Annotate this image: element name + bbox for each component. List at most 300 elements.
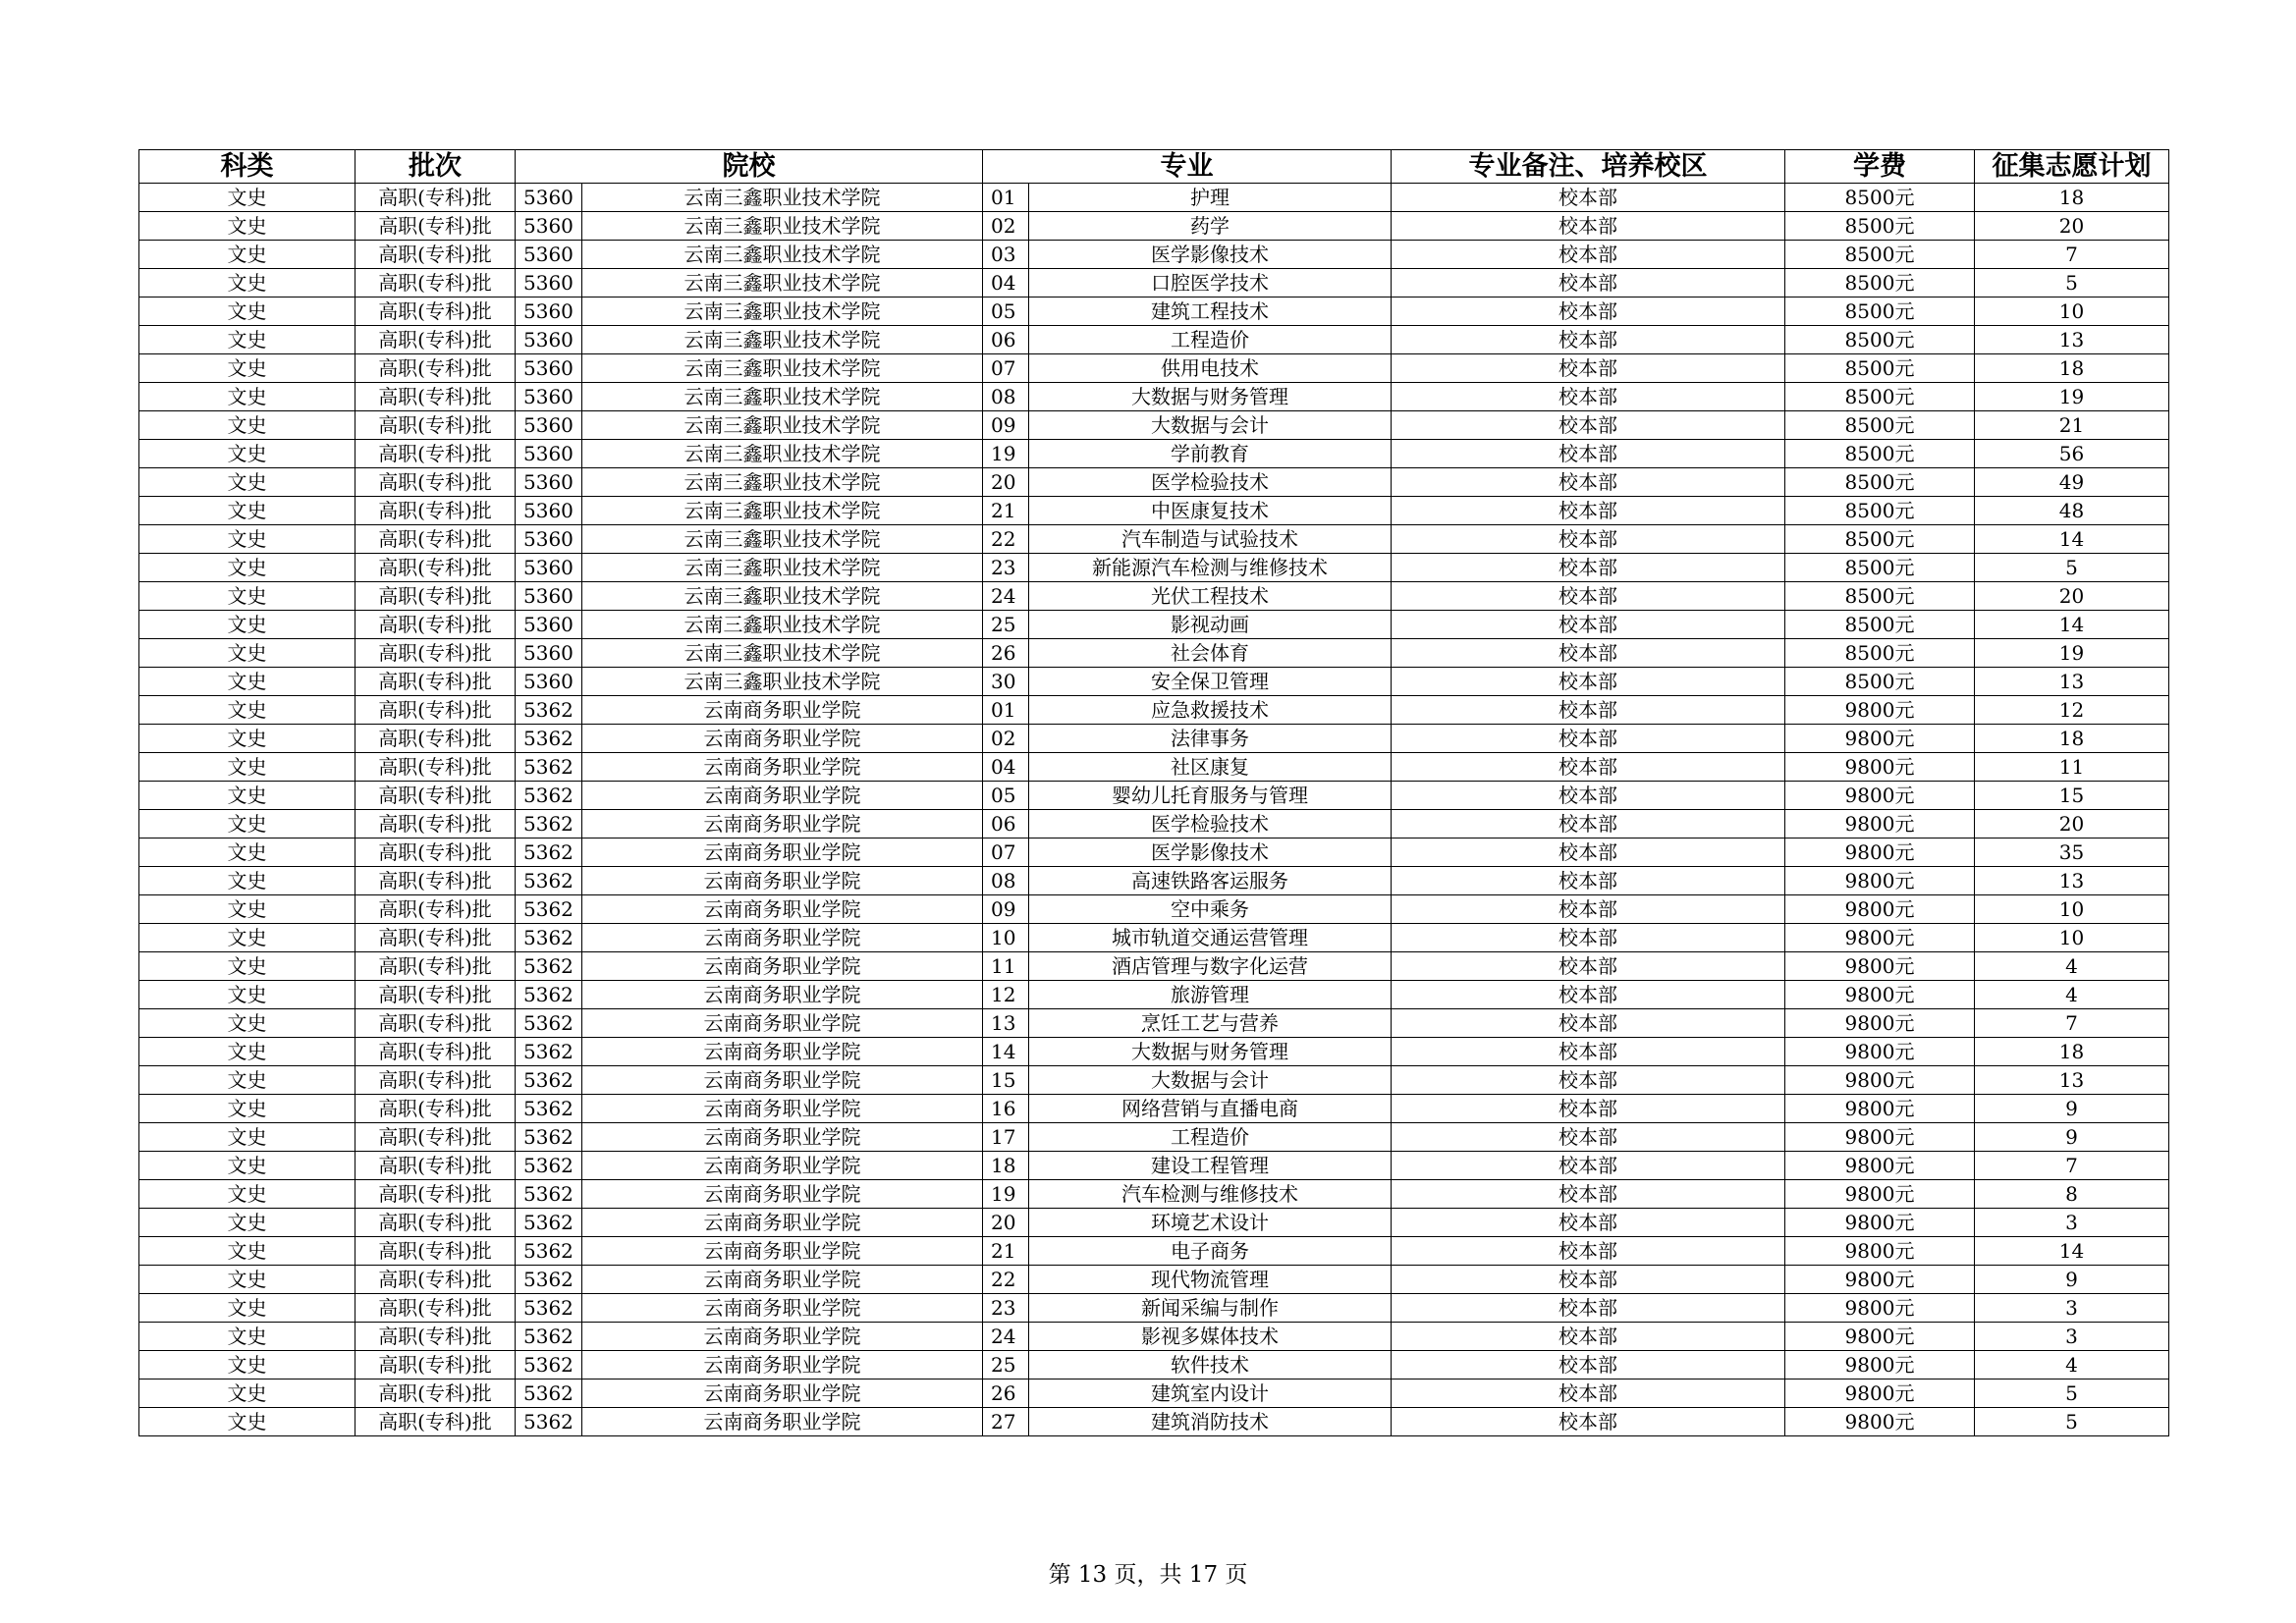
cell-batch: 高职(专科)批 xyxy=(355,1380,516,1408)
table-row xyxy=(139,468,2169,497)
cell-school-code: 5362 xyxy=(516,867,582,895)
table-row xyxy=(139,924,2169,952)
cell-school-code: 5362 xyxy=(516,924,582,952)
cell-school-name: 云南三鑫职业技术学院 xyxy=(582,411,983,440)
cell-plan: 4 xyxy=(1975,952,2169,981)
cell-major-code: 23 xyxy=(983,554,1029,582)
table-row xyxy=(139,1152,2169,1180)
table-row xyxy=(139,639,2169,668)
cell-school-name: 云南商务职业学院 xyxy=(582,867,983,895)
cell-batch: 高职(专科)批 xyxy=(355,326,516,354)
cell-note: 校本部 xyxy=(1392,525,1785,554)
cell-major-code: 23 xyxy=(983,1294,1029,1323)
cell-major-name: 医学检验技术 xyxy=(1029,468,1392,497)
cell-category: 文史 xyxy=(139,782,355,810)
cell-major-name: 影视多媒体技术 xyxy=(1029,1323,1392,1351)
cell-note: 校本部 xyxy=(1392,895,1785,924)
table-row xyxy=(139,1180,2169,1209)
header-batch: 批次 xyxy=(355,150,516,184)
cell-category: 文史 xyxy=(139,725,355,753)
table-row xyxy=(139,269,2169,298)
cell-note: 校本部 xyxy=(1392,981,1785,1009)
cell-major-code: 04 xyxy=(983,269,1029,298)
table-row xyxy=(139,696,2169,725)
cell-note: 校本部 xyxy=(1392,639,1785,668)
table-row xyxy=(139,298,2169,326)
cell-plan: 9 xyxy=(1975,1123,2169,1152)
table-row xyxy=(139,1380,2169,1408)
table-row xyxy=(139,1351,2169,1380)
cell-major-code: 02 xyxy=(983,212,1029,241)
table-row xyxy=(139,1266,2169,1294)
cell-plan: 5 xyxy=(1975,269,2169,298)
cell-school-code: 5362 xyxy=(516,753,582,782)
cell-fee: 8500元 xyxy=(1785,269,1975,298)
table-row xyxy=(139,184,2169,212)
cell-major-code: 24 xyxy=(983,582,1029,611)
table-row xyxy=(139,895,2169,924)
cell-batch: 高职(专科)批 xyxy=(355,782,516,810)
table-row xyxy=(139,1408,2169,1436)
cell-batch: 高职(专科)批 xyxy=(355,839,516,867)
cell-category: 文史 xyxy=(139,497,355,525)
cell-fee: 9800元 xyxy=(1785,1009,1975,1038)
cell-note: 校本部 xyxy=(1392,1351,1785,1380)
cell-plan: 20 xyxy=(1975,810,2169,839)
cell-category: 文史 xyxy=(139,298,355,326)
cell-school-code: 5360 xyxy=(516,468,582,497)
cell-note: 校本部 xyxy=(1392,582,1785,611)
cell-batch: 高职(专科)批 xyxy=(355,1180,516,1209)
table-row xyxy=(139,440,2169,468)
cell-school-name: 云南商务职业学院 xyxy=(582,782,983,810)
cell-major-name: 建筑工程技术 xyxy=(1029,298,1392,326)
cell-plan: 3 xyxy=(1975,1294,2169,1323)
table-row xyxy=(139,383,2169,411)
cell-category: 文史 xyxy=(139,468,355,497)
cell-plan: 9 xyxy=(1975,1266,2169,1294)
table-row xyxy=(139,326,2169,354)
cell-major-name: 婴幼儿托育服务与管理 xyxy=(1029,782,1392,810)
cell-school-code: 5360 xyxy=(516,326,582,354)
cell-batch: 高职(专科)批 xyxy=(355,753,516,782)
cell-category: 文史 xyxy=(139,1266,355,1294)
table-row xyxy=(139,1009,2169,1038)
cell-batch: 高职(专科)批 xyxy=(355,1152,516,1180)
cell-fee: 9800元 xyxy=(1785,1095,1975,1123)
cell-fee: 9800元 xyxy=(1785,1066,1975,1095)
cell-note: 校本部 xyxy=(1392,1066,1785,1095)
cell-school-name: 云南商务职业学院 xyxy=(582,1380,983,1408)
cell-major-code: 06 xyxy=(983,326,1029,354)
table-row xyxy=(139,753,2169,782)
cell-batch: 高职(专科)批 xyxy=(355,212,516,241)
cell-fee: 9800元 xyxy=(1785,1408,1975,1436)
cell-school-name: 云南商务职业学院 xyxy=(582,1294,983,1323)
cell-plan: 5 xyxy=(1975,1408,2169,1436)
cell-note: 校本部 xyxy=(1392,1266,1785,1294)
cell-category: 文史 xyxy=(139,611,355,639)
cell-fee: 9800元 xyxy=(1785,810,1975,839)
cell-plan: 14 xyxy=(1975,611,2169,639)
table-row xyxy=(139,611,2169,639)
cell-category: 文史 xyxy=(139,554,355,582)
cell-note: 校本部 xyxy=(1392,1380,1785,1408)
cell-major-code: 06 xyxy=(983,810,1029,839)
cell-batch: 高职(专科)批 xyxy=(355,497,516,525)
cell-major-name: 大数据与财务管理 xyxy=(1029,383,1392,411)
cell-fee: 9800元 xyxy=(1785,1237,1975,1266)
cell-fee: 8500元 xyxy=(1785,468,1975,497)
cell-note: 校本部 xyxy=(1392,952,1785,981)
cell-school-name: 云南三鑫职业技术学院 xyxy=(582,383,983,411)
cell-note: 校本部 xyxy=(1392,839,1785,867)
table-row xyxy=(139,1323,2169,1351)
cell-category: 文史 xyxy=(139,639,355,668)
cell-fee: 8500元 xyxy=(1785,497,1975,525)
cell-major-code: 21 xyxy=(983,1237,1029,1266)
cell-note: 校本部 xyxy=(1392,1038,1785,1066)
table-row xyxy=(139,668,2169,696)
cell-note: 校本部 xyxy=(1392,1009,1785,1038)
cell-school-code: 5362 xyxy=(516,1408,582,1436)
cell-school-name: 云南三鑫职业技术学院 xyxy=(582,241,983,269)
cell-plan: 7 xyxy=(1975,241,2169,269)
cell-school-name: 云南商务职业学院 xyxy=(582,810,983,839)
cell-fee: 9800元 xyxy=(1785,1152,1975,1180)
table-row xyxy=(139,1095,2169,1123)
cell-school-name: 云南商务职业学院 xyxy=(582,952,983,981)
cell-major-code: 13 xyxy=(983,1009,1029,1038)
cell-school-code: 5362 xyxy=(516,1209,582,1237)
cell-plan: 4 xyxy=(1975,1351,2169,1380)
table-row xyxy=(139,354,2169,383)
cell-school-code: 5362 xyxy=(516,1152,582,1180)
cell-school-code: 5362 xyxy=(516,952,582,981)
cell-plan: 18 xyxy=(1975,184,2169,212)
cell-school-name: 云南商务职业学院 xyxy=(582,1009,983,1038)
cell-major-code: 25 xyxy=(983,611,1029,639)
cell-category: 文史 xyxy=(139,212,355,241)
cell-plan: 12 xyxy=(1975,696,2169,725)
cell-category: 文史 xyxy=(139,668,355,696)
cell-batch: 高职(专科)批 xyxy=(355,1294,516,1323)
table-row xyxy=(139,1123,2169,1152)
cell-category: 文史 xyxy=(139,440,355,468)
cell-school-code: 5362 xyxy=(516,1095,582,1123)
cell-school-name: 云南商务职业学院 xyxy=(582,1351,983,1380)
cell-plan: 56 xyxy=(1975,440,2169,468)
cell-major-code: 19 xyxy=(983,1180,1029,1209)
cell-major-name: 大数据与会计 xyxy=(1029,411,1392,440)
cell-note: 校本部 xyxy=(1392,241,1785,269)
cell-fee: 8500元 xyxy=(1785,298,1975,326)
cell-plan: 3 xyxy=(1975,1323,2169,1351)
cell-batch: 高职(专科)批 xyxy=(355,440,516,468)
cell-fee: 8500元 xyxy=(1785,326,1975,354)
cell-fee: 8500元 xyxy=(1785,184,1975,212)
cell-plan: 35 xyxy=(1975,839,2169,867)
cell-fee: 9800元 xyxy=(1785,1266,1975,1294)
cell-major-name: 医学影像技术 xyxy=(1029,839,1392,867)
cell-major-code: 20 xyxy=(983,1209,1029,1237)
cell-school-name: 云南商务职业学院 xyxy=(582,1180,983,1209)
cell-major-code: 18 xyxy=(983,1152,1029,1180)
cell-major-code: 27 xyxy=(983,1408,1029,1436)
cell-batch: 高职(专科)批 xyxy=(355,725,516,753)
cell-school-code: 5362 xyxy=(516,1237,582,1266)
cell-fee: 9800元 xyxy=(1785,952,1975,981)
cell-school-name: 云南商务职业学院 xyxy=(582,895,983,924)
cell-fee: 9800元 xyxy=(1785,753,1975,782)
cell-major-name: 酒店管理与数字化运营 xyxy=(1029,952,1392,981)
cell-major-name: 光伏工程技术 xyxy=(1029,582,1392,611)
cell-school-code: 5360 xyxy=(516,269,582,298)
cell-school-code: 5360 xyxy=(516,611,582,639)
cell-plan: 13 xyxy=(1975,326,2169,354)
cell-school-name: 云南三鑫职业技术学院 xyxy=(582,326,983,354)
cell-plan: 19 xyxy=(1975,639,2169,668)
table-row xyxy=(139,497,2169,525)
cell-category: 文史 xyxy=(139,1123,355,1152)
cell-major-code: 11 xyxy=(983,952,1029,981)
cell-major-code: 05 xyxy=(983,298,1029,326)
cell-batch: 高职(专科)批 xyxy=(355,668,516,696)
cell-major-code: 08 xyxy=(983,867,1029,895)
cell-note: 校本部 xyxy=(1392,468,1785,497)
cell-note: 校本部 xyxy=(1392,212,1785,241)
cell-major-code: 26 xyxy=(983,639,1029,668)
cell-note: 校本部 xyxy=(1392,668,1785,696)
cell-school-name: 云南商务职业学院 xyxy=(582,1237,983,1266)
table-row xyxy=(139,981,2169,1009)
cell-school-code: 5360 xyxy=(516,298,582,326)
cell-fee: 8500元 xyxy=(1785,383,1975,411)
table-row xyxy=(139,1038,2169,1066)
cell-major-name: 医学检验技术 xyxy=(1029,810,1392,839)
cell-batch: 高职(专科)批 xyxy=(355,298,516,326)
cell-plan: 49 xyxy=(1975,468,2169,497)
cell-school-name: 云南商务职业学院 xyxy=(582,725,983,753)
cell-plan: 11 xyxy=(1975,753,2169,782)
cell-category: 文史 xyxy=(139,411,355,440)
cell-school-code: 5362 xyxy=(516,782,582,810)
cell-batch: 高职(专科)批 xyxy=(355,1066,516,1095)
cell-fee: 8500元 xyxy=(1785,212,1975,241)
cell-note: 校本部 xyxy=(1392,611,1785,639)
cell-major-code: 25 xyxy=(983,1351,1029,1380)
cell-batch: 高职(专科)批 xyxy=(355,1408,516,1436)
table-row xyxy=(139,525,2169,554)
cell-fee: 9800元 xyxy=(1785,725,1975,753)
cell-school-code: 5362 xyxy=(516,839,582,867)
cell-batch: 高职(专科)批 xyxy=(355,1009,516,1038)
cell-major-name: 汽车检测与维修技术 xyxy=(1029,1180,1392,1209)
cell-school-name: 云南商务职业学院 xyxy=(582,753,983,782)
cell-school-name: 云南商务职业学院 xyxy=(582,1408,983,1436)
cell-category: 文史 xyxy=(139,981,355,1009)
table-row xyxy=(139,782,2169,810)
cell-note: 校本部 xyxy=(1392,867,1785,895)
header-fee: 学费 xyxy=(1785,150,1975,184)
cell-school-name: 云南商务职业学院 xyxy=(582,1266,983,1294)
cell-major-code: 09 xyxy=(983,411,1029,440)
cell-major-name: 烹饪工艺与营养 xyxy=(1029,1009,1392,1038)
cell-batch: 高职(专科)批 xyxy=(355,924,516,952)
cell-plan: 13 xyxy=(1975,668,2169,696)
cell-category: 文史 xyxy=(139,810,355,839)
cell-category: 文史 xyxy=(139,269,355,298)
cell-note: 校本部 xyxy=(1392,1323,1785,1351)
cell-school-code: 5360 xyxy=(516,554,582,582)
cell-major-code: 07 xyxy=(983,354,1029,383)
cell-note: 校本部 xyxy=(1392,440,1785,468)
cell-batch: 高职(专科)批 xyxy=(355,981,516,1009)
cell-school-code: 5362 xyxy=(516,725,582,753)
table-row xyxy=(139,952,2169,981)
cell-school-code: 5362 xyxy=(516,981,582,1009)
table-row xyxy=(139,1066,2169,1095)
cell-fee: 9800元 xyxy=(1785,1380,1975,1408)
header-major: 专业 xyxy=(983,150,1392,184)
cell-batch: 高职(专科)批 xyxy=(355,895,516,924)
cell-major-name: 法律事务 xyxy=(1029,725,1392,753)
page-number: 第 13 页，共 17 页 xyxy=(1048,1562,1248,1588)
cell-school-code: 5360 xyxy=(516,668,582,696)
cell-school-code: 5360 xyxy=(516,497,582,525)
cell-batch: 高职(专科)批 xyxy=(355,525,516,554)
cell-major-name: 高速铁路客运服务 xyxy=(1029,867,1392,895)
cell-school-code: 5362 xyxy=(516,1294,582,1323)
cell-school-name: 云南三鑫职业技术学院 xyxy=(582,525,983,554)
cell-category: 文史 xyxy=(139,1152,355,1180)
cell-school-code: 5362 xyxy=(516,810,582,839)
cell-note: 校本部 xyxy=(1392,810,1785,839)
cell-school-code: 5360 xyxy=(516,212,582,241)
cell-batch: 高职(专科)批 xyxy=(355,1351,516,1380)
cell-plan: 10 xyxy=(1975,924,2169,952)
cell-category: 文史 xyxy=(139,895,355,924)
cell-fee: 8500元 xyxy=(1785,525,1975,554)
cell-batch: 高职(专科)批 xyxy=(355,1237,516,1266)
cell-school-name: 云南三鑫职业技术学院 xyxy=(582,668,983,696)
cell-category: 文史 xyxy=(139,1323,355,1351)
cell-school-name: 云南商务职业学院 xyxy=(582,981,983,1009)
cell-major-code: 12 xyxy=(983,981,1029,1009)
cell-major-name: 建设工程管理 xyxy=(1029,1152,1392,1180)
cell-major-name: 影视动画 xyxy=(1029,611,1392,639)
cell-category: 文史 xyxy=(139,582,355,611)
cell-fee: 9800元 xyxy=(1785,924,1975,952)
cell-school-name: 云南商务职业学院 xyxy=(582,924,983,952)
cell-fee: 9800元 xyxy=(1785,696,1975,725)
cell-school-name: 云南商务职业学院 xyxy=(582,1323,983,1351)
cell-fee: 9800元 xyxy=(1785,1209,1975,1237)
cell-note: 校本部 xyxy=(1392,269,1785,298)
cell-major-name: 工程造价 xyxy=(1029,1123,1392,1152)
cell-school-code: 5362 xyxy=(516,1066,582,1095)
cell-school-name: 云南三鑫职业技术学院 xyxy=(582,440,983,468)
header-category: 科类 xyxy=(139,150,355,184)
cell-school-name: 云南商务职业学院 xyxy=(582,1066,983,1095)
cell-major-name: 现代物流管理 xyxy=(1029,1266,1392,1294)
cell-major-name: 安全保卫管理 xyxy=(1029,668,1392,696)
cell-school-code: 5360 xyxy=(516,582,582,611)
cell-major-name: 应急救援技术 xyxy=(1029,696,1392,725)
cell-batch: 高职(专科)批 xyxy=(355,468,516,497)
cell-fee: 9800元 xyxy=(1785,839,1975,867)
cell-major-name: 环境艺术设计 xyxy=(1029,1209,1392,1237)
cell-major-name: 大数据与会计 xyxy=(1029,1066,1392,1095)
cell-category: 文史 xyxy=(139,924,355,952)
cell-major-name: 口腔医学技术 xyxy=(1029,269,1392,298)
table-row xyxy=(139,867,2169,895)
cell-category: 文史 xyxy=(139,1095,355,1123)
header-plan: 征集志愿计划 xyxy=(1975,150,2169,184)
cell-major-code: 02 xyxy=(983,725,1029,753)
cell-major-code: 20 xyxy=(983,468,1029,497)
cell-major-name: 空中乘务 xyxy=(1029,895,1392,924)
cell-major-name: 城市轨道交通运营管理 xyxy=(1029,924,1392,952)
cell-major-name: 电子商务 xyxy=(1029,1237,1392,1266)
cell-category: 文史 xyxy=(139,753,355,782)
cell-note: 校本部 xyxy=(1392,354,1785,383)
cell-plan: 9 xyxy=(1975,1095,2169,1123)
cell-plan: 5 xyxy=(1975,1380,2169,1408)
cell-plan: 15 xyxy=(1975,782,2169,810)
cell-category: 文史 xyxy=(139,867,355,895)
cell-category: 文史 xyxy=(139,241,355,269)
cell-plan: 18 xyxy=(1975,354,2169,383)
table-row xyxy=(139,1294,2169,1323)
cell-major-code: 30 xyxy=(983,668,1029,696)
cell-fee: 8500元 xyxy=(1785,241,1975,269)
cell-fee: 8500元 xyxy=(1785,582,1975,611)
cell-note: 校本部 xyxy=(1392,725,1785,753)
cell-major-code: 22 xyxy=(983,1266,1029,1294)
cell-note: 校本部 xyxy=(1392,1408,1785,1436)
cell-major-code: 14 xyxy=(983,1038,1029,1066)
cell-school-code: 5362 xyxy=(516,1323,582,1351)
cell-major-code: 01 xyxy=(983,696,1029,725)
cell-batch: 高职(专科)批 xyxy=(355,1266,516,1294)
cell-school-code: 5362 xyxy=(516,1180,582,1209)
cell-school-code: 5360 xyxy=(516,354,582,383)
cell-batch: 高职(专科)批 xyxy=(355,241,516,269)
cell-batch: 高职(专科)批 xyxy=(355,810,516,839)
cell-major-code: 09 xyxy=(983,895,1029,924)
cell-category: 文史 xyxy=(139,952,355,981)
cell-batch: 高职(专科)批 xyxy=(355,582,516,611)
cell-school-name: 云南商务职业学院 xyxy=(582,1038,983,1066)
cell-note: 校本部 xyxy=(1392,1209,1785,1237)
cell-school-name: 云南商务职业学院 xyxy=(582,839,983,867)
cell-school-name: 云南三鑫职业技术学院 xyxy=(582,298,983,326)
cell-school-code: 5362 xyxy=(516,895,582,924)
cell-school-name: 云南商务职业学院 xyxy=(582,1209,983,1237)
cell-note: 校本部 xyxy=(1392,1123,1785,1152)
cell-major-name: 中医康复技术 xyxy=(1029,497,1392,525)
cell-category: 文史 xyxy=(139,1294,355,1323)
cell-school-code: 5362 xyxy=(516,1351,582,1380)
cell-major-code: 17 xyxy=(983,1123,1029,1152)
cell-major-name: 学前教育 xyxy=(1029,440,1392,468)
cell-major-name: 新闻采编与制作 xyxy=(1029,1294,1392,1323)
cell-major-code: 01 xyxy=(983,184,1029,212)
cell-batch: 高职(专科)批 xyxy=(355,611,516,639)
cell-fee: 8500元 xyxy=(1785,668,1975,696)
table-row xyxy=(139,839,2169,867)
